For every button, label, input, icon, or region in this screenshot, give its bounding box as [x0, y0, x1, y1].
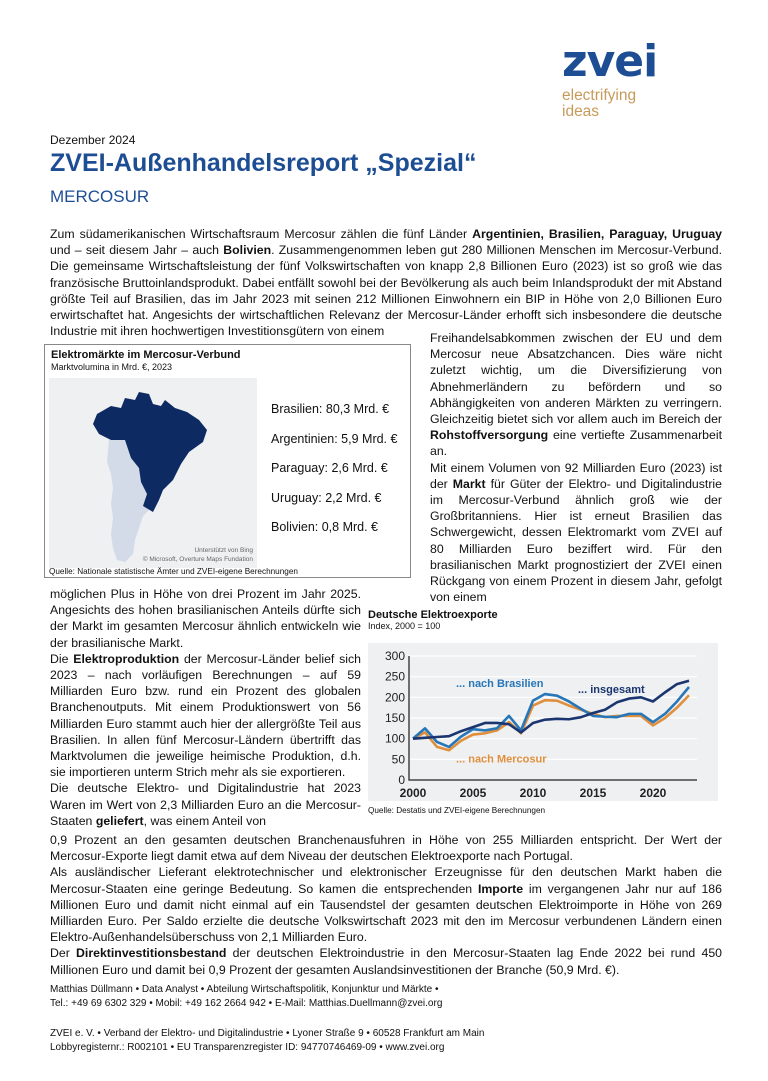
zvei-logo: [562, 36, 722, 120]
logo-tagline-line1: electrifying: [562, 87, 637, 104]
map-subtitle: Marktvolumina in Mrd. €, 2023: [51, 362, 173, 372]
page-subtitle: MERCOSUR: [50, 187, 150, 206]
market-value-paraguay: Paraguay: 2,6 Mrd. €: [271, 461, 388, 476]
map-source: Quelle: Nationale statistische Ämter und ZVEI-eigene Berechnungen: [49, 567, 298, 576]
chart-title: Deutsche Elektroexporte: [368, 609, 498, 621]
report-date: Dezember 2024: [50, 133, 136, 147]
contact-line-2: Tel.: +49 69 6302 329 • Mobil: +49 162 2664 942 • E-Mail: Matthias.Duellmann@zvei.org: [50, 998, 443, 1009]
map-area: [49, 378, 257, 568]
author-contact: [50, 983, 442, 1011]
map-credit-copyright: © Microsoft, Overture Maps Fundation: [142, 556, 253, 563]
svg-text:2015: 2015: [579, 786, 607, 800]
chart-subtitle: Index, 2000 = 100: [368, 621, 441, 631]
svg-text:2010: 2010: [519, 786, 547, 800]
footer-line-1: ZVEI e. V. • Verband der Elektro- und Digitalindustrie • Lyoner Straße 9 • 60528 Frankfurt am Main: [50, 1028, 485, 1039]
intro-paragraph: Zum südamerikanischen Wirtschaftsraum Mercosur zählen die fünf Länder Argentinien, Brasilien, Paraguay, Uruguay und – seit diesem Jahr – auch Bolivien. Zusammengenommen leben gut 280 Millionen Menschen im Mercosur-Verbund. Die gemeinsame Wirtschaftsleistung der fünf Volkswirtschaften von knapp 2,8 Billionen Euro (2023) ist so groß wie das französische Bruttoinlandsprodukt. Dabei entfällt sowohl bei der Bevölkerung als auch beim Inlandsprodukt der mit Abstand größte Teil auf Brasilien, das im Jahr 2023 mit seinen 212 Millionen Einwohnern ein BIP in Höhe von 2,0 Billionen Euro erwirtschaftet hat. Angesichts der wirtschaftlichen Relevanz der Mercosur-Länder erhofft sich insbesondere die deutsche Industrie mit ihren hochwertigen Investitionsgütern von einem: [50, 227, 723, 339]
left-column-text: möglichen Plus in Höhe von drei Prozent im Jahr 2025. Angesichts des hohen brasilianischen Anteils dürfte sich der Markt im gesamten Mercosur ähnlich entwickeln wie der brasilianische Markt. Die Elektroproduktion der Mercosur-Länder belief sich 2023 – nach vorläufigen Berechnungen – auf 59 Milliarden Euro bzw. rund ein Prozent des globalen Branchenoutputs. Mit einem Produktionswert von 56 Milliarden Euro stammt auch hier der allergrößte Teil aus Brasilien. In allen fünf Mercosur-Ländern übertrifft das Marktvolumen die jeweilige heimische Produktion, d.h. sie importieren unterm Strich mehr als sie exportieren. Die deutsche Elektro- und Digitalindustrie hat 2023 Waren im Wert von 2,3 Milliarden Euro an die Mercosur-Staaten geliefert, was einem Anteil von: [50, 587, 361, 828]
organization-footer: [50, 1027, 484, 1055]
market-value-bolivien: Bolivien: 0,8 Mrd. €: [271, 520, 378, 535]
svg-text:50: 50: [391, 752, 405, 767]
svg-text:150: 150: [384, 711, 405, 725]
footer-line-2: Lobbyregisternr.: R002101 • EU Transparenzregister ID: 94770746469-09 • www.zvei.org: [50, 1042, 445, 1053]
logo-wordmark: zvei: [562, 36, 658, 87]
bottom-text: 0,9 Prozent an den gesamten deutschen Branchenausfuhren in Höhe von 255 Milliarden entspricht. Der Wert der Mercosur-Exporte liegt damit etwa auf dem Niveau der deutschen Elektroexporte nach Portugal. Als ausländischer Lieferant elektrotechnischer und elektronischer Erzeugnisse für den deutschen Markt haben die Mercosur-Staaten eine geringe Bedeutung. So kamen die entsprechenden Importe im vergangenen Jahr nur auf 186 Millionen Euro und damit nicht einmal auf ein Tausendstel der gesamten deutschen Elektroimporte in Höhe von 269 Milliarden Euro. Per Saldo erzielte die deutsche Volkswirtschaft 2023 mit den im Mercosur verbundenen Ländern einen Elektro-Außenhandelsüberschuss von 2,1 Milliarden Euro. Der Direktinvestitionsbestand der deutschen Elektroindustrie in den Mercosur-Staaten lag Ende 2022 bei rund 450 Millionen Euro und damit bei 0,9 Prozent der gesamten Auslandsinvestitionen der Branche (50,9 Mrd. €).: [50, 833, 722, 977]
svg-text:0: 0: [398, 773, 405, 787]
page-title: ZVEI-Außenhandelsreport „Spezial“: [50, 149, 477, 177]
mercosur-map-figure: [44, 344, 411, 578]
svg-text:250: 250: [384, 669, 405, 684]
contact-line-1: Matthias Düllmann • Data Analyst • Abteilung Wirtschaftspolitik, Konjunktur und Märkte •: [50, 984, 439, 995]
svg-text:200: 200: [384, 690, 405, 705]
series-annotation: ... nach Brasilien: [456, 678, 544, 690]
svg-text:2020: 2020: [639, 786, 667, 800]
market-value-argentinien: Argentinien: 5,9 Mrd. €: [271, 431, 398, 446]
logo-tagline-line2: ideas: [562, 103, 600, 120]
svg-text:2000: 2000: [399, 786, 427, 800]
svg-text:2005: 2005: [459, 786, 487, 800]
series-annotation: ... nach Mercosur: [456, 753, 547, 766]
market-values-list: [271, 402, 397, 550]
svg-text:300: 300: [384, 649, 405, 663]
market-value-uruguay: Uruguay: 2,2 Mrd. €: [271, 490, 382, 505]
south-america-map-icon: [49, 378, 257, 568]
market-value-brasilien: Brasilien: 80,3 Mrd. €: [271, 402, 390, 416]
line-chart-plot: [368, 633, 718, 801]
right-column-text: Freihandelsabkommen zwischen der EU und dem Mercosur neue Absatzchancen. Dies wäre nicht zuletzt wichtig, um die Diversifizierung von Abnehmerländern zu befördern und so Abhängigkeiten von anderen Märkten zu verringern. Gleichzeitig bietet sich vor allem auch im Bereich der Rohstoffversorgung eine vertiefte Zusammenarbeit an. Mit einem Volumen von 92 Milliarden Euro (2023) ist der Markt für Güter der Elektro- und Digitalindustrie im Mercosur-Verbund ähnlich groß wie der Großbritanniens. Hier ist erneut Brasilien das Schwergewicht, dessen Elektromarkt vom ZVEI auf 80 Milliarden Euro beziffert wird. Für den brasilianischen Markt prognostiziert der ZVEI einen Rückgang von einem Prozent in diesem Jahr, gefolgt von einem: [430, 331, 722, 605]
series-annotation: ... insgesamt: [578, 684, 645, 697]
map-credit-bing: Unterstützt von Bing: [194, 547, 253, 554]
svg-text:100: 100: [384, 731, 405, 746]
export-index-chart: [368, 609, 718, 801]
map-title: Elektromärkte im Mercosur-Verbund: [51, 349, 241, 361]
chart-source: Quelle: Destatis und ZVEI-eigene Berechnungen: [368, 806, 546, 815]
logo-tagline: [562, 88, 722, 120]
